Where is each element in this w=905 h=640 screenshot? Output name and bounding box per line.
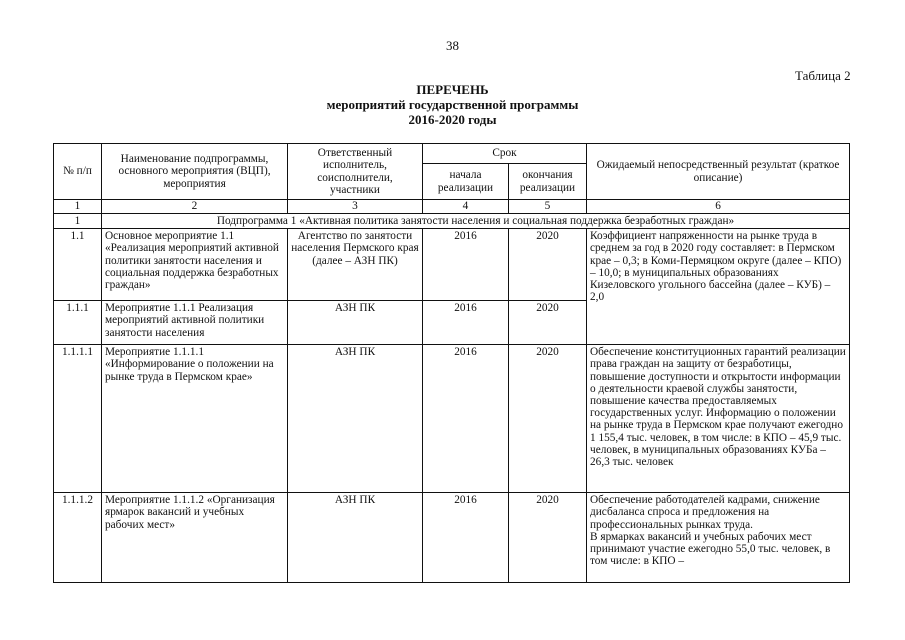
- row-end: 2020: [509, 493, 587, 583]
- row-result: Коэффициент напряженности на рынке труда в среднем за год в 2020 году составляет: в Пермском крае – 0,3; в Коми-Пермяцком округе (далее – КПО) – 10,0; в муниципальных образованиях Кизеловского угольного бассейна (далее – КУБ) – 2,0: [587, 229, 850, 345]
- row-start: 2016: [423, 345, 509, 493]
- row-executor: Агентство по занятости населения Пермского края (далее – АЗН ПК): [288, 229, 423, 301]
- row-result: Обеспечение конституционных гарантий реализации права граждан на защиту от безработицы, повышение доступности и открытости информации о деятельности краевой службы занятости, повышение качества предоставляемых государственных услуг. Информацию о положении на рынке труда в Пермском крае получают ежегодно 1 155,4 тыс. человек, в том числе: в КПО – 45,9 тыс. человек, в муниципальных образованиях КУБа – 26,3 тыс. человек: [587, 345, 850, 493]
- row-num: 1.1.1: [54, 301, 102, 345]
- doc-years: 2016-2020 годы: [408, 112, 497, 127]
- row-end: 2020: [509, 301, 587, 345]
- row-num: 1.1.1.1: [54, 345, 102, 493]
- row-start: 2016: [423, 493, 509, 583]
- row-name: Мероприятие 1.1.1.1 «Информирование о положении на рынке труда в Пермском крае»: [102, 345, 288, 493]
- row-result: [587, 493, 850, 583]
- column-number: 6: [587, 200, 850, 214]
- column-number: 1: [54, 200, 102, 214]
- subprogram-row: [54, 214, 850, 229]
- result-paragraph: Обеспечение работодателей кадрами, снижение дисбаланса спроса и предложения на профессиональных рынках труда.: [590, 494, 820, 531]
- row-start: 2016: [423, 301, 509, 345]
- header-name: Наименование подпрограммы, основного мероприятия (ВЦП), мероприятия: [102, 144, 288, 200]
- subprogram-num: 1: [54, 214, 102, 229]
- header-result: Ожидаемый непосредственный результат (краткое описание): [587, 144, 850, 200]
- measures-table: [53, 143, 850, 583]
- row-end: 2020: [509, 345, 587, 493]
- row-executor: АЗН ПК: [288, 301, 423, 345]
- header-executor: Ответственный исполнитель, соисполнители, участники: [288, 144, 423, 200]
- row-executor: АЗН ПК: [288, 493, 423, 583]
- column-number: 5: [509, 200, 587, 214]
- table-row: [54, 229, 850, 301]
- table-label: Таблица 2: [795, 68, 851, 83]
- row-num: 1.1.1.2: [54, 493, 102, 583]
- doc-subtitle: мероприятий государственной программы: [326, 97, 579, 112]
- column-number: 4: [423, 200, 509, 214]
- table-row: [54, 345, 850, 493]
- subprogram-title: Подпрограмма 1 «Активная политика занятости населения и социальная поддержка безработных граждан»: [102, 214, 850, 229]
- column-number: 2: [102, 200, 288, 214]
- doc-title: ПЕРЕЧЕНЬ: [416, 82, 489, 97]
- row-executor: АЗН ПК: [288, 345, 423, 493]
- row-name: Мероприятие 1.1.1 Реализация мероприятий активной политики занятости населения: [102, 301, 288, 345]
- table-row: [54, 493, 850, 583]
- row-name: Основное мероприятие 1.1 «Реализация мероприятий активной политики занятости населения и социальная поддержка безработных граждан»: [102, 229, 288, 301]
- row-num: 1.1: [54, 229, 102, 301]
- row-start: 2016: [423, 229, 509, 301]
- column-number: 3: [288, 200, 423, 214]
- header-start: начала реализации: [423, 164, 509, 200]
- header-end: окончания реализации: [509, 164, 587, 200]
- header-row: [54, 144, 850, 164]
- header-num: № п/п: [54, 144, 102, 200]
- row-end: 2020: [509, 229, 587, 301]
- column-number-row: [54, 200, 850, 214]
- result-paragraph: В ярмарках вакансий и учебных рабочих мест принимают участие ежегодно 55,0 тыс. человек, в том числе: в КПО –: [590, 530, 831, 568]
- row-name: Мероприятие 1.1.1.2 «Организация ярмарок вакансий и учебных рабочих мест»: [102, 493, 288, 583]
- page-number: 38: [446, 38, 459, 53]
- header-term: Срок: [423, 144, 587, 164]
